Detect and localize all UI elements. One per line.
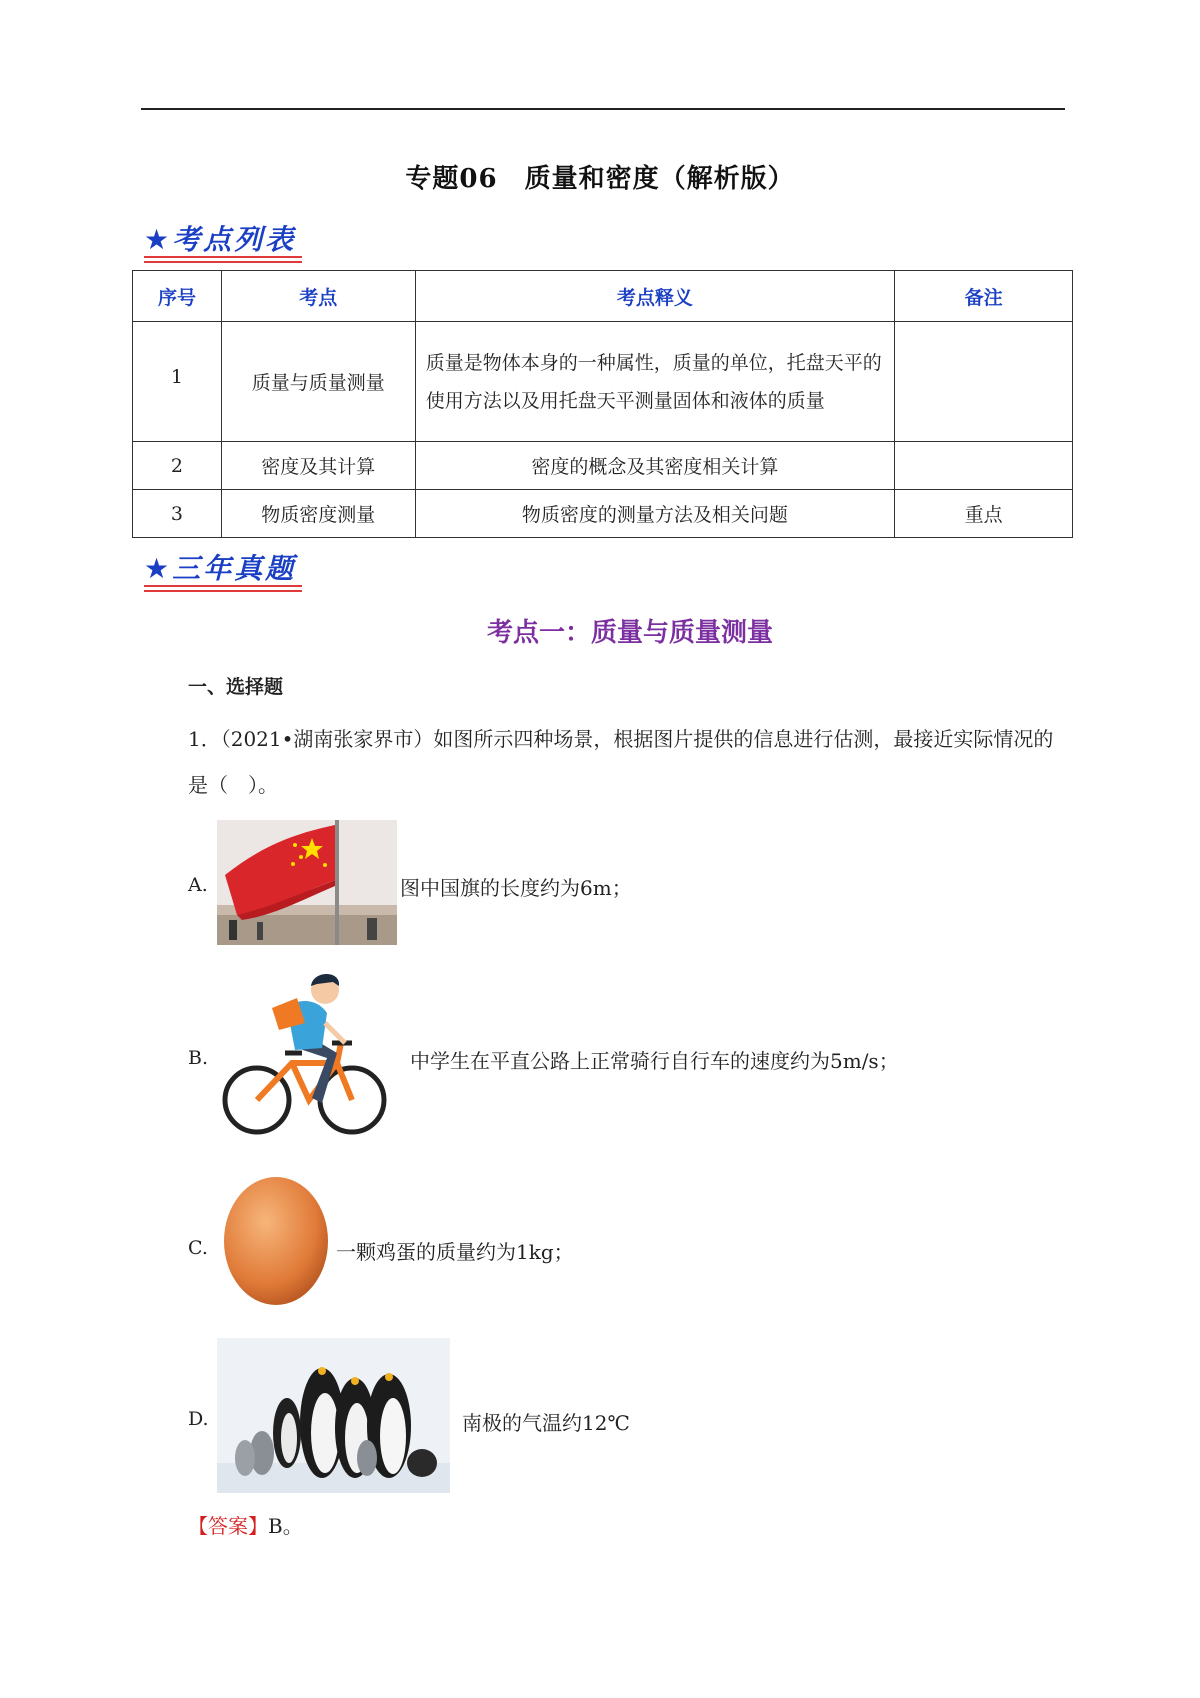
header-rule: [141, 108, 1065, 110]
section-underline: [144, 585, 302, 587]
egg-photo-icon: [217, 1166, 335, 1308]
table-header: 备注: [895, 271, 1073, 322]
option-d-letter: D.: [188, 1408, 209, 1430]
flag-photo-icon: [217, 820, 397, 945]
section-underline: [144, 256, 302, 258]
option-b-letter: B.: [188, 1047, 209, 1069]
option-c-text: 一颗鸡蛋的质量约为1kg；: [336, 1240, 574, 1264]
section-underline: [144, 261, 302, 263]
points-table: [132, 270, 1073, 538]
answer-line: [188, 1510, 303, 1539]
table-cell-num: 3: [133, 490, 222, 538]
option-c-letter: C.: [188, 1237, 208, 1259]
table-cell-num: 2: [133, 442, 222, 490]
cyclist-illustration-icon: [217, 968, 389, 1140]
table-cell-note: 重点: [895, 490, 1073, 538]
table-header: 考点: [221, 271, 415, 322]
topic-subheading: 考点一：质量与质量测量: [486, 618, 773, 648]
table-row: [133, 322, 1073, 442]
table-header: 序号: [133, 271, 222, 322]
table-header-row: [133, 271, 1073, 322]
option-a-text: 图中国旗的长度约为6m；: [400, 876, 632, 900]
penguins-photo-icon: [217, 1338, 450, 1493]
section-underline: [144, 590, 302, 592]
document-title: 专题06 质量和密度（解析版）: [405, 164, 795, 194]
option-d-text: 南极的气温约12℃: [462, 1411, 630, 1435]
option-b-text: 中学生在平直公路上正常骑行自行车的速度约为5m/s；: [410, 1049, 899, 1073]
table-row: [133, 490, 1073, 538]
table-cell-point: 密度及其计算: [221, 442, 415, 490]
answer-tag: 【答案】: [188, 1514, 268, 1538]
table-cell-point: 物质密度测量: [221, 490, 415, 538]
table-cell-note: [895, 322, 1073, 442]
table-row: [133, 442, 1073, 490]
section-heading-three-years: ★三年真题: [144, 552, 297, 585]
section-heading-points-list: ★考点列表: [144, 223, 297, 256]
table-header: 考点释义: [415, 271, 894, 322]
option-a-letter: A.: [188, 874, 208, 896]
answer-value: B。: [268, 1514, 303, 1538]
question-text: 1．（2021•湖南张家界市）如图所示四种场景，根据图片提供的信息进行估测，最接近实际情况的是（ ）。: [188, 727, 1054, 797]
table-cell-desc: 密度的概念及其密度相关计算: [415, 442, 894, 490]
table-cell-desc: 物质密度的测量方法及相关问题: [415, 490, 894, 538]
table-cell-desc: 质量是物体本身的一种属性，质量的单位，托盘天平的使用方法以及用托盘天平测量固体和液体的质量: [415, 322, 894, 442]
table-cell-note: [895, 442, 1073, 490]
table-cell-point: 质量与质量测量: [221, 322, 415, 442]
question-type-heading: 一、选择题: [188, 676, 284, 698]
table-cell-num: 1: [133, 322, 222, 442]
